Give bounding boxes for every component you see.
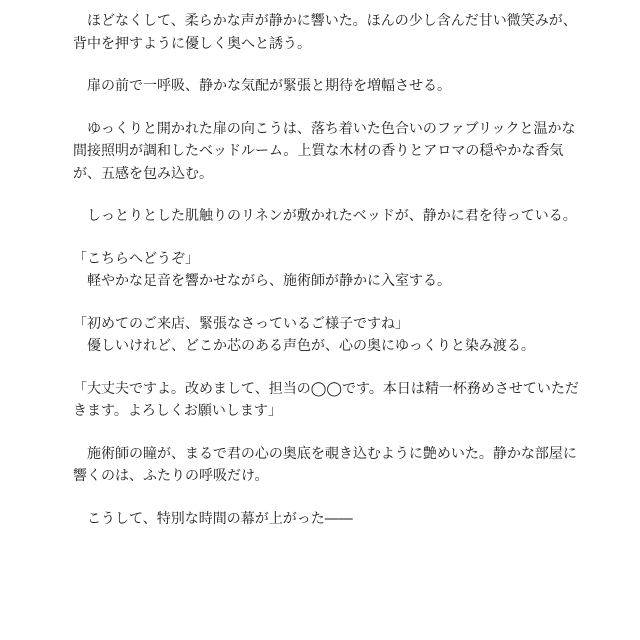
dialogue-line-1: 「こちらへどうぞ」: [73, 250, 199, 267]
paragraph-2: 扉の前で一呼吸、静かな気配が緊張と期待を増幅させる。: [87, 78, 451, 94]
paragraph-3: ゆっくりと開かれた扉の向こうは、落ち着いた色合いのファブリックと温かな間接照明が調和したベッドルーム。上質な木材の香りとアロマの穏やかな香気が、五感を包み込む。: [73, 120, 576, 182]
dialogue-line-3: 「大丈夫ですよ。改めまして、担当の◯◯です。本日は精一杯務めさせていただきます。よろしくお願いします」: [73, 380, 579, 419]
dialogue-line-2: 「初めてのご来店、緊張なさっているご様子ですね」: [73, 315, 409, 332]
paragraph-5: 施術師の瞳が、まるで君の心の奥底を覗き込むように艶めいた。静かな部屋に響くのは、ふたりの呼吸だけ。: [73, 445, 577, 484]
dialogue-block-1: [73, 248, 580, 293]
paragraph-6: こうして、特別な時間の幕が上がった――: [87, 510, 353, 527]
narration-line-2: 優しいけれど、どこか芯のある声色が、心の奥にゆっくりと染み渡る。: [87, 338, 535, 354]
narration-line-1: 軽やかな足音を響かせながら、施術師が静かに入室する。: [87, 273, 451, 289]
paragraph-4: しっとりとした肌触りのリネンが敷かれたベッドが、静かに君を待っている。: [87, 208, 577, 224]
dialogue-block-2: [73, 313, 580, 358]
dialogue-block-3: [73, 378, 580, 423]
paragraph-1: ほどなくして、柔らかな声が静かに響いた。ほんの少し含んだ甘い微笑みが、背中を押すように優しく奥へと誘う。: [73, 13, 577, 52]
